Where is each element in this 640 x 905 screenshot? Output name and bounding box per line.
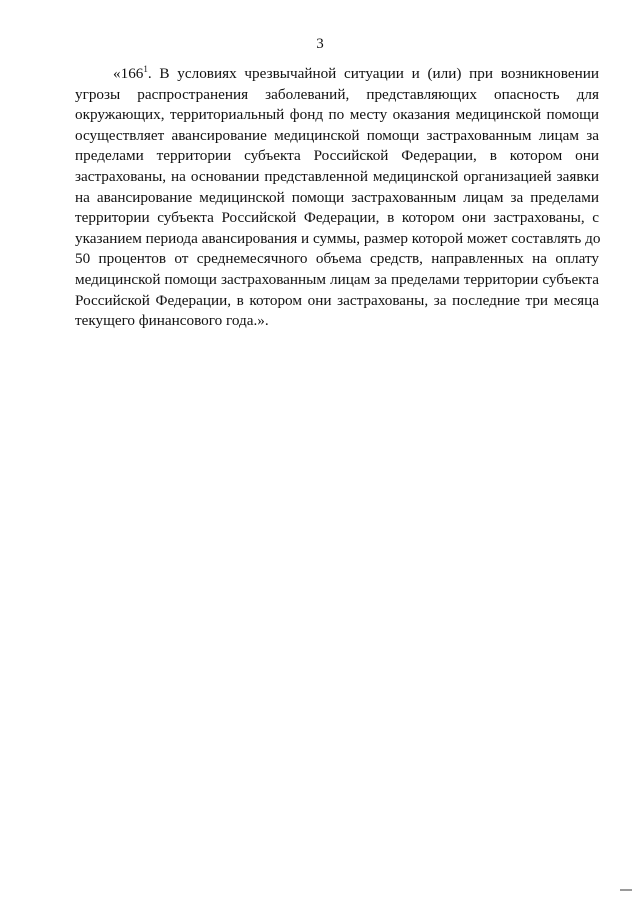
paragraph-line-12: Российской Федерации, в котором они застрахованы, за последние три месяца: [75, 291, 599, 309]
paragraph-line-3: окружающих, территориальный фонд по месту оказания медицинской помощи: [75, 106, 599, 124]
article-number: «166: [113, 65, 144, 82]
paragraph-line-9: указанием периода авансирования и суммы, размер которой может составлять до: [75, 229, 601, 247]
article-superscript: 1: [143, 63, 148, 74]
paragraph-line-7: на авансирование медицинской помощи застрахованным лицам за пределами: [75, 188, 599, 206]
scan-corner-mark: [620, 889, 632, 891]
paragraph-line-10: 50 процентов от среднемесячного объема средств, направленных на оплату: [75, 250, 599, 268]
paragraph-line-13: текущего финансового года.».: [75, 312, 269, 330]
amendment-paragraph: [75, 64, 599, 332]
paragraph-line-2: угрозы распространения заболеваний, представляющих опасность для: [75, 85, 599, 103]
paragraph-line-1: [75, 64, 599, 85]
paragraph-line-11: медицинской помощи застрахованным лицам за пределами территории субъекта: [75, 270, 599, 288]
paragraph-line-8: территории субъекта Российской Федерации, в котором они застрахованы, с: [75, 209, 599, 227]
paragraph-line-5: пределами территории субъекта Российской Федерации, в котором они: [75, 147, 599, 165]
paragraph-line-1-text: . В условиях чрезвычайной ситуации и (или) при возникновении: [147, 65, 599, 82]
page-number: 3: [316, 36, 324, 52]
paragraph-line-6: застрахованы, на основании представленной медицинской организацией заявки: [75, 167, 599, 185]
paragraph-line-4: осуществляет авансирование медицинской помощи застрахованным лицам за: [75, 126, 599, 144]
